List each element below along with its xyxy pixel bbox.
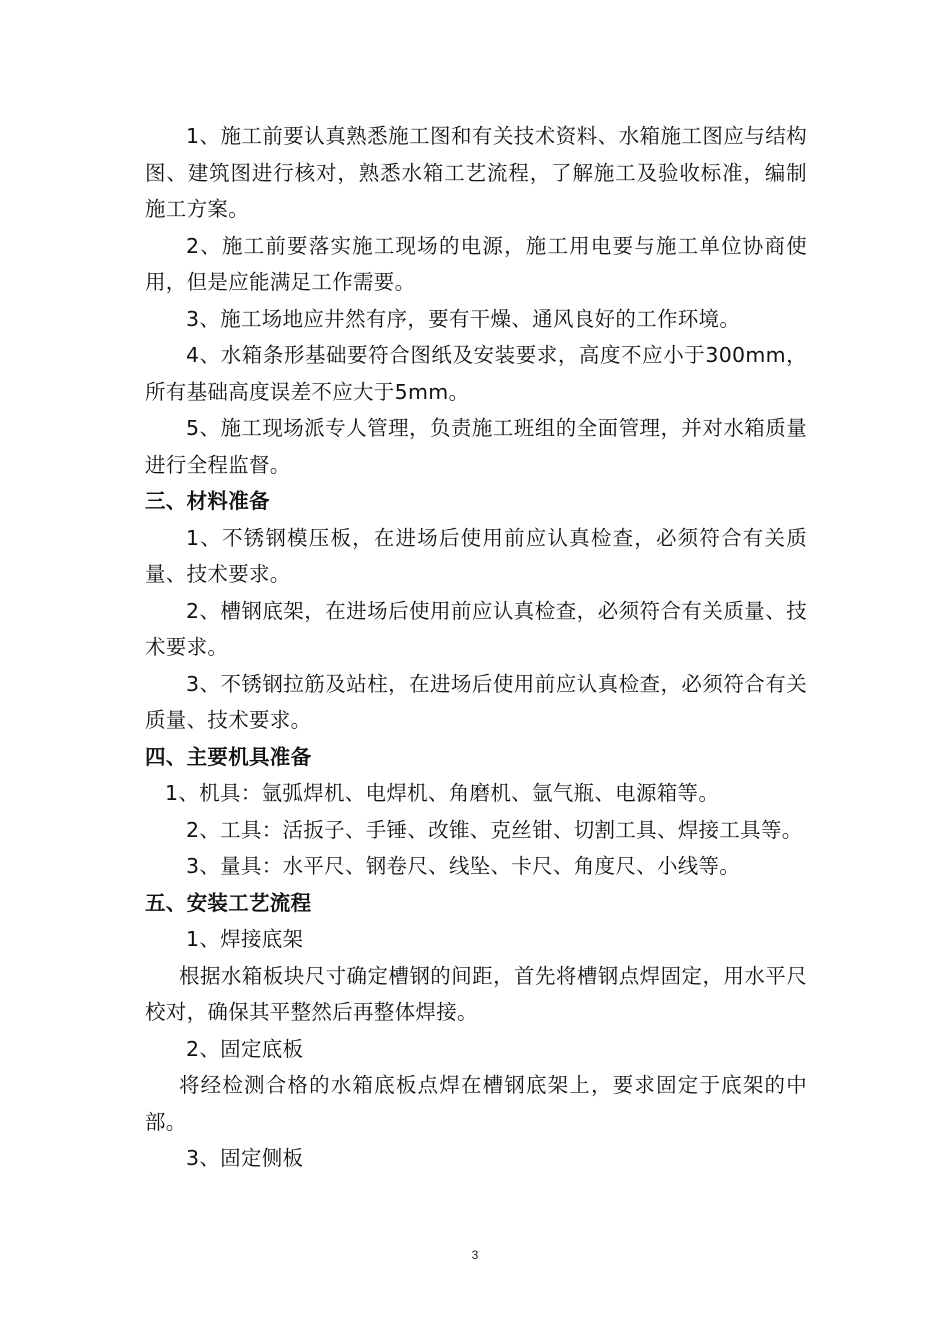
- paragraph-process-step-3: 3、固定侧板: [186, 1146, 304, 1170]
- paragraph-materials-2: 2、槽钢底架，在进场后使用前应认真检查，必须符合有关质量、技术要求。: [145, 598, 807, 659]
- paragraph-prep-5: 5、施工现场派专人管理，负责施工班组的全面管理，并对水箱质量进行全程监督。: [145, 416, 807, 477]
- paragraph-tools-3: 3、量具：水平尺、钢卷尺、线坠、卡尺、角度尺、小线等。: [186, 854, 741, 878]
- section-heading-tools: 四、主要机具准备: [145, 744, 312, 769]
- paragraph-process-step-1-body: 根据水箱板块尺寸确定槽钢的间距，首先将槽钢点焊固定，用水平尺校对，确保其平整然后再整体焊接。: [145, 963, 807, 1024]
- paragraph-tools-2: 2、工具：活扳子、手锤、改锥、克丝钳、切割工具、焊接工具等。: [186, 817, 803, 842]
- paragraph-tools-1: 1、机具：氩弧焊机、电焊机、角磨机、氩气瓶、电源箱等。: [165, 781, 720, 805]
- paragraph-process-step-2-body: 将经检测合格的水箱底板点焊在槽钢底架上，要求固定于底架的中部。: [145, 1073, 807, 1134]
- paragraph-materials-3: 3、不锈钢拉筋及站柱，在进场后使用前应认真检查，必须符合有关质量、技术要求。: [145, 671, 807, 732]
- paragraph-process-step-1: 1、焊接底架: [186, 927, 304, 951]
- section-heading-process: 五、安装工艺流程: [145, 890, 312, 915]
- paragraph-prep-4: 4、水箱条形基础要符合图纸及安装要求，高度不应小于300mm，所有基础高度误差不应大于5mm。: [145, 343, 807, 404]
- paragraph-process-step-2: 2、固定底板: [186, 1036, 304, 1061]
- paragraph-prep-2: 2、施工前要落实施工现场的电源，施工用电要与施工单位协商使用，但是应能满足工作需要。: [145, 233, 807, 294]
- paragraph-materials-1: 1、不锈钢模压板，在进场后使用前应认真检查，必须符合有关质量、技术要求。: [145, 525, 807, 586]
- page-number: 3: [471, 1248, 479, 1262]
- paragraph-prep-1: 1、施工前要认真熟悉施工图和有关技术资料、水箱施工图应与结构图、建筑图进行核对，熟悉水箱工艺流程，了解施工及验收标准，编制施工方案。: [145, 124, 807, 221]
- document-body: [145, 118, 807, 1177]
- section-heading-materials: 三、材料准备: [145, 489, 270, 513]
- paragraph-prep-3: 3、施工场地应井然有序，要有干燥、通风良好的工作环境。: [186, 306, 741, 331]
